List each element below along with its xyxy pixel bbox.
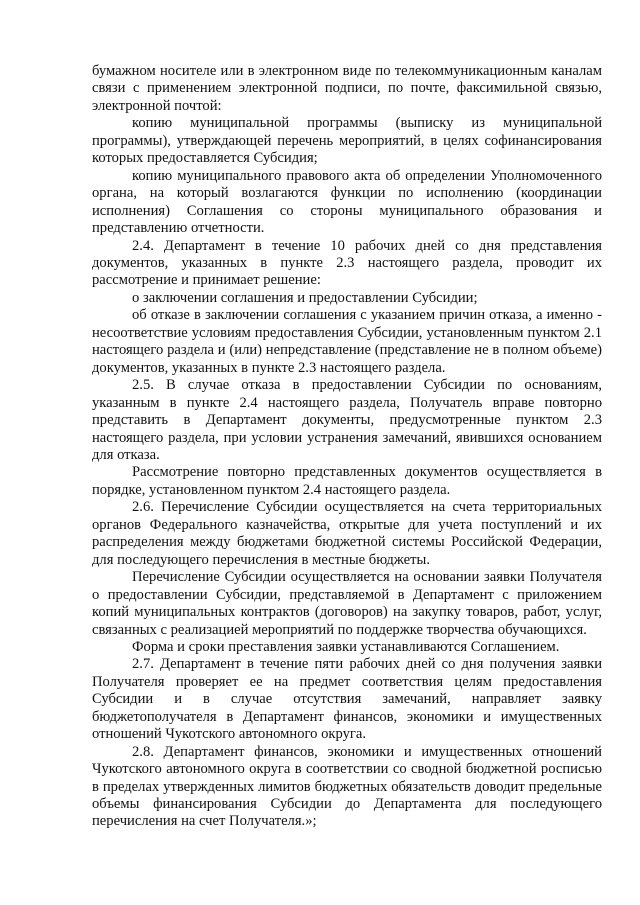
paragraph: 2.8. Департамент финансов, экономики и имущественных отношений Чукотского автономного округа в соответствии со сводной бюджетной росписью в пределах утвержденных лимитов бюджетных обязательств доводит предельные объемы финансирования Субсидии до Департамента для последующего перечисления на счет Получателя.»; bbox=[92, 743, 602, 830]
paragraph: 2.7. Департамент в течение пяти рабочих дней со дня получения заявки Получателя проверяет ее на предмет соответствия целям предоставления Субсидии и в случае отсутствия замечаний, направляет заявку бюджетополучателя в Департамент финансов, экономики и имущественных отношений Чукотского автономного округа. bbox=[92, 656, 602, 743]
paragraph: Форма и сроки преставления заявки устанавливаются Соглашением. bbox=[132, 638, 560, 655]
paragraph: Перечисление Субсидии осуществляется на основании заявки Получателя о предоставлении Субсидии, представляемой в Департамент с приложением копий муниципальных контрактов (договоров) на закупку товаров, работ, услуг, связанных с реализацией мероприятий по поддержке творчества обучающихся. bbox=[92, 569, 602, 638]
paragraph: 2.5. В случае отказа в предоставлении Субсидии по основаниям, указанным в пункте 2.4 настоящего раздела, Получатель вправе повторно представить в Департамент документы, предусмотренные пунктом 2.3 настоящего раздела, при условии устранения замечаний, явившихся основанием для отказа. bbox=[92, 377, 602, 463]
paragraph: об отказе в заключении соглашения с указанием причин отказа, а именно - несоответствие условиям предоставления Субсидии, установленным пунктом 2.1 настоящего раздела и (или) непредставление (представление не в полном объеме) документов, указанных в пункте 2.3 настоящего раздела. bbox=[92, 307, 602, 376]
paragraph: 2.4. Департамент в течение 10 рабочих дней со дня представления документов, указанных в пункте 2.3 настоящего раздела, проводит их рассмотрение и принимает решение: bbox=[92, 237, 602, 289]
paragraph: бумажном носителе или в электронном виде по телекоммуникационным каналам связи с применением электронной подписи, по почте, факсимильной связью, электронной почтой: bbox=[92, 63, 602, 114]
paragraph: 2.6. Перечисление Субсидии осуществляется на счета территориальных органов Федерального казначейства, открытые для учета поступлений и их распределения между бюджетами бюджетной системы Российской Федерации, для последующего перечисления в местные бюджеты. bbox=[92, 499, 602, 568]
document-body bbox=[92, 63, 602, 831]
paragraph: копию муниципальной программы (выписку из муниципальной программы), утверждающей перечень мероприятий, в целях софинансирования которых предоставляется Субсидия; bbox=[92, 115, 602, 167]
paragraph: Рассмотрение повторно представленных документов осуществляется в порядке, установленном пунктом 2.4 настоящего раздела. bbox=[92, 464, 602, 498]
paragraph: копию муниципального правового акта об определении Уполномоченного органа, на который возлагаются функции по исполнению (координации исполнения) Соглашения со стороны муниципального образования и представлению отчетности. bbox=[92, 167, 602, 237]
paragraph: о заключении соглашения и предоставлении Субсидии; bbox=[132, 289, 478, 306]
